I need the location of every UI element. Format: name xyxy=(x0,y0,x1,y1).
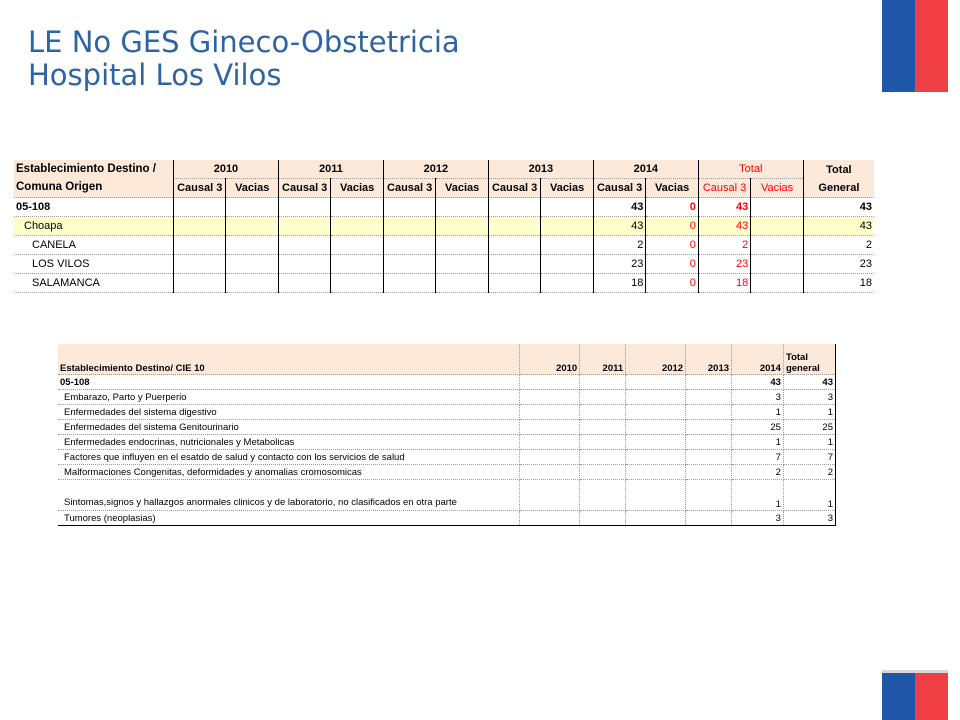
cell-total-causal: 43 xyxy=(698,217,750,236)
table1-total-general-header: Total General xyxy=(803,160,874,198)
cell-2014-vacias: 0 xyxy=(646,198,698,217)
table2-year-2014: 2014 xyxy=(732,344,784,375)
table-comuna-origen xyxy=(14,160,874,293)
table1-year-2012: 2012 xyxy=(383,160,488,179)
cell-2014-causal: 2 xyxy=(593,236,645,255)
cell-2014-causal: 43 xyxy=(593,198,645,217)
cell-2014-vacias: 0 xyxy=(646,236,698,255)
table2-year-2013: 2013 xyxy=(686,344,732,375)
table1-sub-total-vacias: Vacias xyxy=(751,179,803,198)
table1-header-label: Establecimiento Destino / Comuna Origen xyxy=(14,160,173,198)
table-row xyxy=(58,375,836,390)
table-row xyxy=(58,480,836,511)
cell-total: 3 xyxy=(783,511,835,526)
table-row xyxy=(58,511,836,526)
row-name: Enfermedades del sistema Genitourinario xyxy=(58,420,520,435)
table1-sub-vacias: Vacias xyxy=(646,179,698,198)
cell-2014-causal: 18 xyxy=(593,274,645,293)
row-name: LOS VILOS xyxy=(14,255,173,274)
table-row xyxy=(14,217,874,236)
table1-total-header: Total xyxy=(698,160,803,179)
cell-2014: 1 xyxy=(732,480,784,511)
table1-sub-vacias: Vacias xyxy=(541,179,593,198)
table-row xyxy=(58,465,836,480)
table2-total-header: Total general xyxy=(783,344,835,375)
table1-sub-total-causal: Causal 3 xyxy=(698,179,750,198)
cell-total-general: 18 xyxy=(803,274,874,293)
table-row xyxy=(14,236,874,255)
table-row xyxy=(58,450,836,465)
row-name: Enfermedades endocrinas, nutricionales y Metabolicas xyxy=(58,435,520,450)
table-row xyxy=(14,198,874,217)
table1-sub-causal: Causal 3 xyxy=(593,179,645,198)
cell-total-general: 2 xyxy=(803,236,874,255)
cell-2014: 3 xyxy=(732,511,784,526)
table-row xyxy=(58,420,836,435)
cell-total-general: 43 xyxy=(803,198,874,217)
table1-year-2014: 2014 xyxy=(593,160,698,179)
row-name: Embarazo, Parto y Puerperio xyxy=(58,390,520,405)
page-title xyxy=(28,26,460,92)
cell-2014-causal: 43 xyxy=(593,217,645,236)
row-name: Tumores (neoplasias) xyxy=(58,511,520,526)
table1-year-2010: 2010 xyxy=(173,160,278,179)
cell-total-causal: 2 xyxy=(698,236,750,255)
cell-total: 7 xyxy=(783,450,835,465)
cell-total-general: 43 xyxy=(803,217,874,236)
cell-total: 25 xyxy=(783,420,835,435)
table-cie10 xyxy=(58,344,836,526)
cell-total: 1 xyxy=(783,405,835,420)
table1-sub-causal: Causal 3 xyxy=(278,179,330,198)
table-row xyxy=(58,390,836,405)
table-row xyxy=(14,255,874,274)
title-line-2: Hospital Los Vilos xyxy=(28,58,282,92)
table1-year-2013: 2013 xyxy=(488,160,593,179)
cell-total-general: 23 xyxy=(803,255,874,274)
row-name: Enfermedades del sistema digestivo xyxy=(58,405,520,420)
table1-sub-vacias: Vacias xyxy=(226,179,278,198)
row-name: CANELA xyxy=(14,236,173,255)
cell-total-causal: 23 xyxy=(698,255,750,274)
cell-total-causal: 18 xyxy=(698,274,750,293)
cell-total: 2 xyxy=(783,465,835,480)
flag-decoration-top xyxy=(882,0,948,92)
row-name: 05-108 xyxy=(14,198,173,217)
flag-decoration-bottom xyxy=(882,670,948,720)
cell-total: 1 xyxy=(783,480,835,511)
cell-2014: 3 xyxy=(732,390,784,405)
title-line-1: LE No GES Gineco-Obstetricia xyxy=(28,25,460,59)
table2-header-label: Establecimiento Destino/ CIE 10 xyxy=(58,344,520,375)
cell-2014-vacias: 0 xyxy=(646,274,698,293)
cell-2014: 7 xyxy=(732,450,784,465)
table1-sub-causal: Causal 3 xyxy=(173,179,225,198)
cell-total-causal: 43 xyxy=(698,198,750,217)
cell-total: 1 xyxy=(783,435,835,450)
cell-2014-vacias: 0 xyxy=(646,255,698,274)
table1-sub-vacias: Vacias xyxy=(331,179,383,198)
table2-year-2011: 2011 xyxy=(580,344,626,375)
cell-2014: 2 xyxy=(732,465,784,480)
table1-sub-vacias: Vacias xyxy=(436,179,488,198)
cell-2014: 43 xyxy=(732,375,784,390)
table1-sub-causal: Causal 3 xyxy=(383,179,435,198)
table1-sub-causal: Causal 3 xyxy=(488,179,540,198)
table2-year-2010: 2010 xyxy=(520,344,580,375)
table-row xyxy=(58,405,836,420)
row-name: 05-108 xyxy=(58,375,520,390)
row-name: Factores que influyen en el esatdo de salud y contacto con los servicios de salud xyxy=(58,450,520,465)
cell-total: 43 xyxy=(783,375,835,390)
cell-2014-causal: 23 xyxy=(593,255,645,274)
row-name: SALAMANCA xyxy=(14,274,173,293)
table-row xyxy=(14,274,874,293)
cell-2014: 25 xyxy=(732,420,784,435)
row-name: Choapa xyxy=(14,217,173,236)
cell-total: 3 xyxy=(783,390,835,405)
cell-2014: 1 xyxy=(732,435,784,450)
cell-2014: 1 xyxy=(732,405,784,420)
row-name: Sintomas,signos y hallazgos anormales clinicos y de laboratorio, no clasificados en otra parte xyxy=(58,480,520,511)
table1-year-2011: 2011 xyxy=(278,160,383,179)
table2-year-2012: 2012 xyxy=(626,344,686,375)
cell-2014-vacias: 0 xyxy=(646,217,698,236)
table-row xyxy=(58,435,836,450)
row-name: Malformaciones Congenitas, deformidades y anomalias cromosomicas xyxy=(58,465,520,480)
